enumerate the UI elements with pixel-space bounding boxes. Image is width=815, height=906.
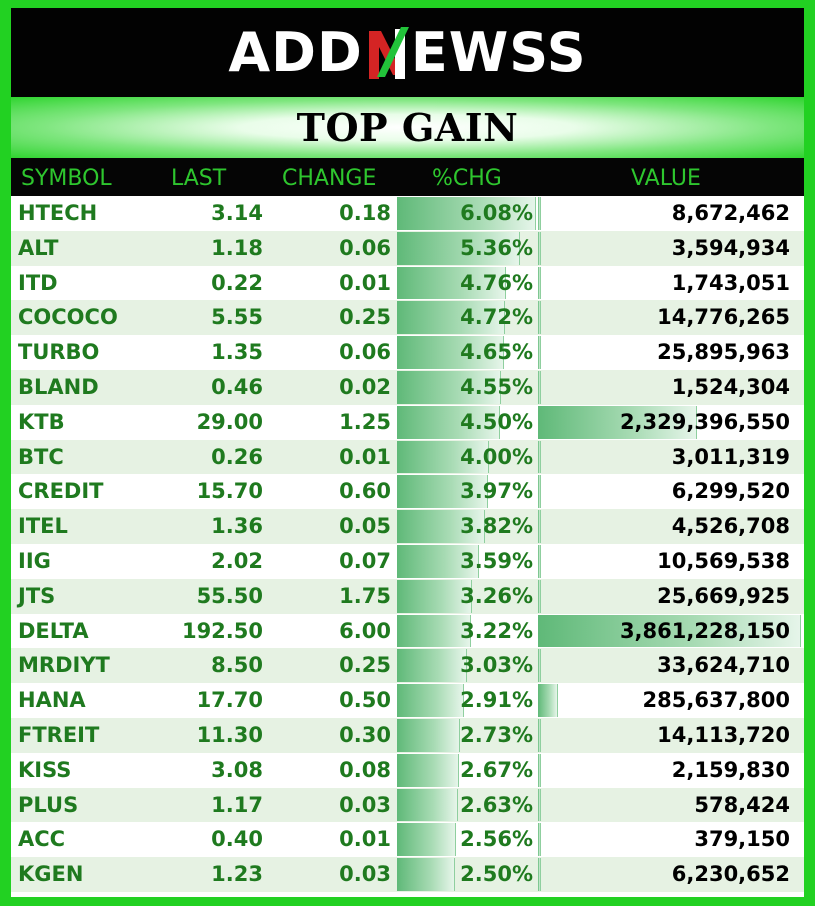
- table-row: [11, 857, 804, 892]
- value-cell: [538, 544, 804, 579]
- change-cell: 0.01: [339, 270, 391, 295]
- value-text: 3,861,228,150: [619, 618, 790, 643]
- value-bar: [538, 719, 541, 752]
- symbol-cell: HTECH: [18, 201, 98, 225]
- table-row: [11, 266, 804, 301]
- addnewss-logo: [228, 21, 586, 84]
- value-text: 14,776,265: [657, 305, 790, 330]
- table-row: [11, 474, 804, 509]
- symbol-cell: KGEN: [18, 862, 84, 887]
- pct-change-text: 6.08%: [460, 201, 533, 225]
- change-cell: 6.00: [339, 618, 391, 643]
- value-bar: [538, 789, 541, 822]
- value-text: 2,159,830: [671, 757, 790, 782]
- value-bar: [538, 510, 541, 543]
- symbol-cell: MRDIYT: [18, 653, 110, 678]
- symbol-cell: ALT: [18, 235, 59, 260]
- top-gain-card: [11, 8, 804, 897]
- pct-change-cell: [397, 718, 538, 753]
- change-cell: 0.05: [339, 514, 391, 539]
- change-cell: 0.18: [339, 201, 391, 225]
- logo-n-mark: [365, 25, 409, 81]
- last-price-cell: 29.00: [196, 409, 263, 434]
- pct-change-cell: [397, 405, 538, 440]
- last-price-cell: 5.55: [211, 305, 263, 330]
- last-price-cell: 1.23: [211, 862, 263, 887]
- pct-change-cell: [397, 544, 538, 579]
- value-cell: [538, 579, 804, 614]
- last-price-cell: 1.35: [211, 340, 263, 365]
- value-text: 2,329,396,550: [619, 409, 790, 434]
- symbol-cell: CREDIT: [18, 479, 104, 504]
- value-text: 10,569,538: [657, 548, 790, 573]
- value-cell: [538, 266, 804, 301]
- value-text: 379,150: [694, 827, 790, 852]
- symbol-cell: ITD: [18, 270, 58, 295]
- value-text: 4,526,708: [671, 514, 790, 539]
- value-bar: [538, 197, 541, 230]
- header-pct-change: %CHG: [432, 166, 502, 191]
- value-bar: [538, 301, 541, 334]
- pct-change-text: 4.72%: [460, 305, 533, 330]
- pct-change-cell: [397, 822, 538, 857]
- last-price-cell: 3.08: [211, 757, 263, 782]
- value-text: 578,424: [694, 792, 790, 817]
- value-text: 1,743,051: [671, 270, 790, 295]
- logo-text-right: EWSS: [410, 21, 587, 84]
- last-price-cell: 2.02: [211, 548, 263, 573]
- value-text: 25,669,925: [657, 583, 790, 608]
- change-cell: 0.25: [339, 653, 391, 678]
- change-cell: 1.25: [339, 409, 391, 434]
- pct-change-text: 4.65%: [460, 340, 533, 365]
- pct-change-bar: [397, 789, 458, 822]
- pct-change-bar: [397, 684, 464, 717]
- pct-change-cell: [397, 335, 538, 370]
- table-row: [11, 509, 804, 544]
- table-row: [11, 614, 804, 649]
- title-banner: [11, 97, 804, 158]
- pct-change-cell: [397, 440, 538, 475]
- symbol-cell: JTS: [18, 583, 56, 608]
- value-bar: [538, 336, 541, 369]
- pct-change-text: 3.03%: [460, 653, 533, 678]
- change-cell: 0.03: [339, 862, 391, 887]
- value-text: 33,624,710: [657, 653, 790, 678]
- table-row: [11, 370, 804, 405]
- table-body: [11, 196, 804, 892]
- pct-change-text: 2.63%: [460, 792, 533, 817]
- last-price-cell: 15.70: [196, 479, 263, 504]
- header-last: LAST: [171, 166, 227, 191]
- pct-change-cell: [397, 474, 538, 509]
- pct-change-bar: [397, 719, 460, 752]
- change-cell: 0.03: [339, 792, 391, 817]
- change-cell: 0.02: [339, 374, 391, 399]
- pct-change-text: 3.22%: [460, 618, 533, 643]
- value-text: 1,524,304: [671, 374, 790, 399]
- symbol-cell: DELTA: [18, 618, 89, 643]
- table-header: [11, 158, 804, 196]
- pct-change-bar: [397, 858, 455, 891]
- symbol-cell: FTREIT: [18, 722, 100, 747]
- last-price-cell: 0.46: [211, 374, 263, 399]
- pct-change-cell: [397, 196, 538, 231]
- value-bar: [538, 580, 541, 613]
- value-bar: [538, 371, 541, 404]
- table-row: [11, 683, 804, 718]
- last-price-cell: 3.14: [211, 201, 263, 225]
- symbol-cell: KTB: [18, 409, 65, 434]
- table-row: [11, 579, 804, 614]
- value-bar: [538, 754, 541, 787]
- value-text: 6,230,652: [671, 862, 790, 887]
- change-cell: 0.50: [339, 688, 391, 713]
- value-cell: [538, 231, 804, 266]
- value-bar: [538, 823, 541, 856]
- last-price-cell: 0.26: [211, 444, 263, 469]
- value-cell: [538, 196, 804, 231]
- pct-change-bar: [397, 649, 467, 682]
- table-row: [11, 231, 804, 266]
- value-bar: [538, 858, 541, 891]
- value-cell: [538, 822, 804, 857]
- last-price-cell: 8.50: [211, 653, 263, 678]
- value-bar: [538, 684, 558, 717]
- page-title: TOP GAIN: [296, 105, 519, 150]
- value-text: 14,113,720: [657, 722, 790, 747]
- last-price-cell: 1.36: [211, 514, 263, 539]
- change-cell: 0.60: [339, 479, 391, 504]
- pct-change-text: 3.97%: [460, 479, 533, 504]
- value-cell: [538, 300, 804, 335]
- table-row: [11, 300, 804, 335]
- value-text: 285,637,800: [642, 688, 790, 713]
- table-row: [11, 788, 804, 823]
- pct-change-cell: [397, 231, 538, 266]
- last-price-cell: 55.50: [196, 583, 263, 608]
- value-text: 6,299,520: [671, 479, 790, 504]
- table-row: [11, 440, 804, 475]
- pct-change-text: 2.67%: [460, 757, 533, 782]
- value-bar: [538, 267, 541, 300]
- table-row: [11, 648, 804, 683]
- symbol-cell: TURBO: [18, 340, 100, 365]
- table-row: [11, 544, 804, 579]
- symbol-cell: HANA: [18, 688, 86, 713]
- table-row: [11, 718, 804, 753]
- value-cell: [538, 509, 804, 544]
- table-row: [11, 335, 804, 370]
- change-cell: 0.25: [339, 305, 391, 330]
- table-row: [11, 822, 804, 857]
- pct-change-cell: [397, 788, 538, 823]
- value-cell: [538, 648, 804, 683]
- value-bar: [538, 545, 541, 578]
- pct-change-text: 2.56%: [460, 827, 533, 852]
- pct-change-text: 3.26%: [460, 583, 533, 608]
- pct-change-bar: [397, 823, 456, 856]
- pct-change-text: 2.91%: [460, 688, 533, 713]
- value-bar: [538, 441, 541, 474]
- change-cell: 0.01: [339, 827, 391, 852]
- pct-change-cell: [397, 648, 538, 683]
- pct-change-text: 4.50%: [460, 409, 533, 434]
- value-cell: [538, 335, 804, 370]
- value-bar: [538, 232, 541, 265]
- last-price-cell: 17.70: [196, 688, 263, 713]
- value-text: 3,011,319: [671, 444, 790, 469]
- value-cell: [538, 440, 804, 475]
- value-cell: [538, 718, 804, 753]
- symbol-cell: PLUS: [18, 792, 79, 817]
- pct-change-text: 4.76%: [460, 270, 533, 295]
- symbol-cell: ACC: [18, 827, 66, 852]
- value-cell: [538, 370, 804, 405]
- pct-change-cell: [397, 753, 538, 788]
- pct-change-text: 5.36%: [460, 235, 533, 260]
- logo-bar: [11, 8, 804, 97]
- last-price-cell: 0.22: [211, 270, 263, 295]
- value-cell: [538, 474, 804, 509]
- symbol-cell: BLAND: [18, 374, 99, 399]
- change-cell: 0.07: [339, 548, 391, 573]
- symbol-cell: BTC: [18, 444, 64, 469]
- pct-change-text: 3.59%: [460, 548, 533, 573]
- table-row: [11, 405, 804, 440]
- header-value: VALUE: [631, 166, 701, 191]
- change-cell: 0.06: [339, 340, 391, 365]
- change-cell: 1.75: [339, 583, 391, 608]
- pct-change-cell: [397, 857, 538, 892]
- value-cell: [538, 614, 804, 649]
- logo-text-left: ADD: [228, 21, 363, 84]
- table-row: [11, 753, 804, 788]
- pct-change-cell: [397, 370, 538, 405]
- header-symbol: SYMBOL: [21, 166, 112, 191]
- pct-change-bar: [397, 754, 459, 787]
- change-cell: 0.30: [339, 722, 391, 747]
- symbol-cell: KISS: [18, 757, 72, 782]
- symbol-cell: ITEL: [18, 514, 68, 539]
- value-text: 3,594,934: [671, 235, 790, 260]
- last-price-cell: 0.40: [211, 827, 263, 852]
- value-text: 25,895,963: [657, 340, 790, 365]
- value-cell: [538, 788, 804, 823]
- value-bar: [538, 475, 541, 508]
- pct-change-cell: [397, 579, 538, 614]
- pct-change-cell: [397, 266, 538, 301]
- change-cell: 0.01: [339, 444, 391, 469]
- value-cell: [538, 683, 804, 718]
- pct-change-cell: [397, 300, 538, 335]
- table-row: [11, 196, 804, 231]
- pct-change-cell: [397, 614, 538, 649]
- last-price-cell: 1.17: [211, 792, 263, 817]
- pct-change-cell: [397, 683, 538, 718]
- pct-change-cell: [397, 509, 538, 544]
- pct-change-text: 2.73%: [460, 722, 533, 747]
- pct-change-text: 2.50%: [460, 862, 533, 887]
- value-cell: [538, 753, 804, 788]
- value-text: 8,672,462: [671, 201, 790, 225]
- symbol-cell: COCOCO: [18, 305, 118, 330]
- pct-change-text: 4.00%: [460, 444, 533, 469]
- last-price-cell: 11.30: [196, 722, 263, 747]
- last-price-cell: 1.18: [211, 235, 263, 260]
- pct-change-text: 4.55%: [460, 374, 533, 399]
- value-cell: [538, 405, 804, 440]
- symbol-cell: IIG: [18, 548, 51, 573]
- value-cell: [538, 857, 804, 892]
- header-change: CHANGE: [282, 166, 377, 191]
- last-price-cell: 192.50: [181, 618, 263, 643]
- change-cell: 0.08: [339, 757, 391, 782]
- pct-change-text: 3.82%: [460, 514, 533, 539]
- value-bar: [538, 649, 541, 682]
- change-cell: 0.06: [339, 235, 391, 260]
